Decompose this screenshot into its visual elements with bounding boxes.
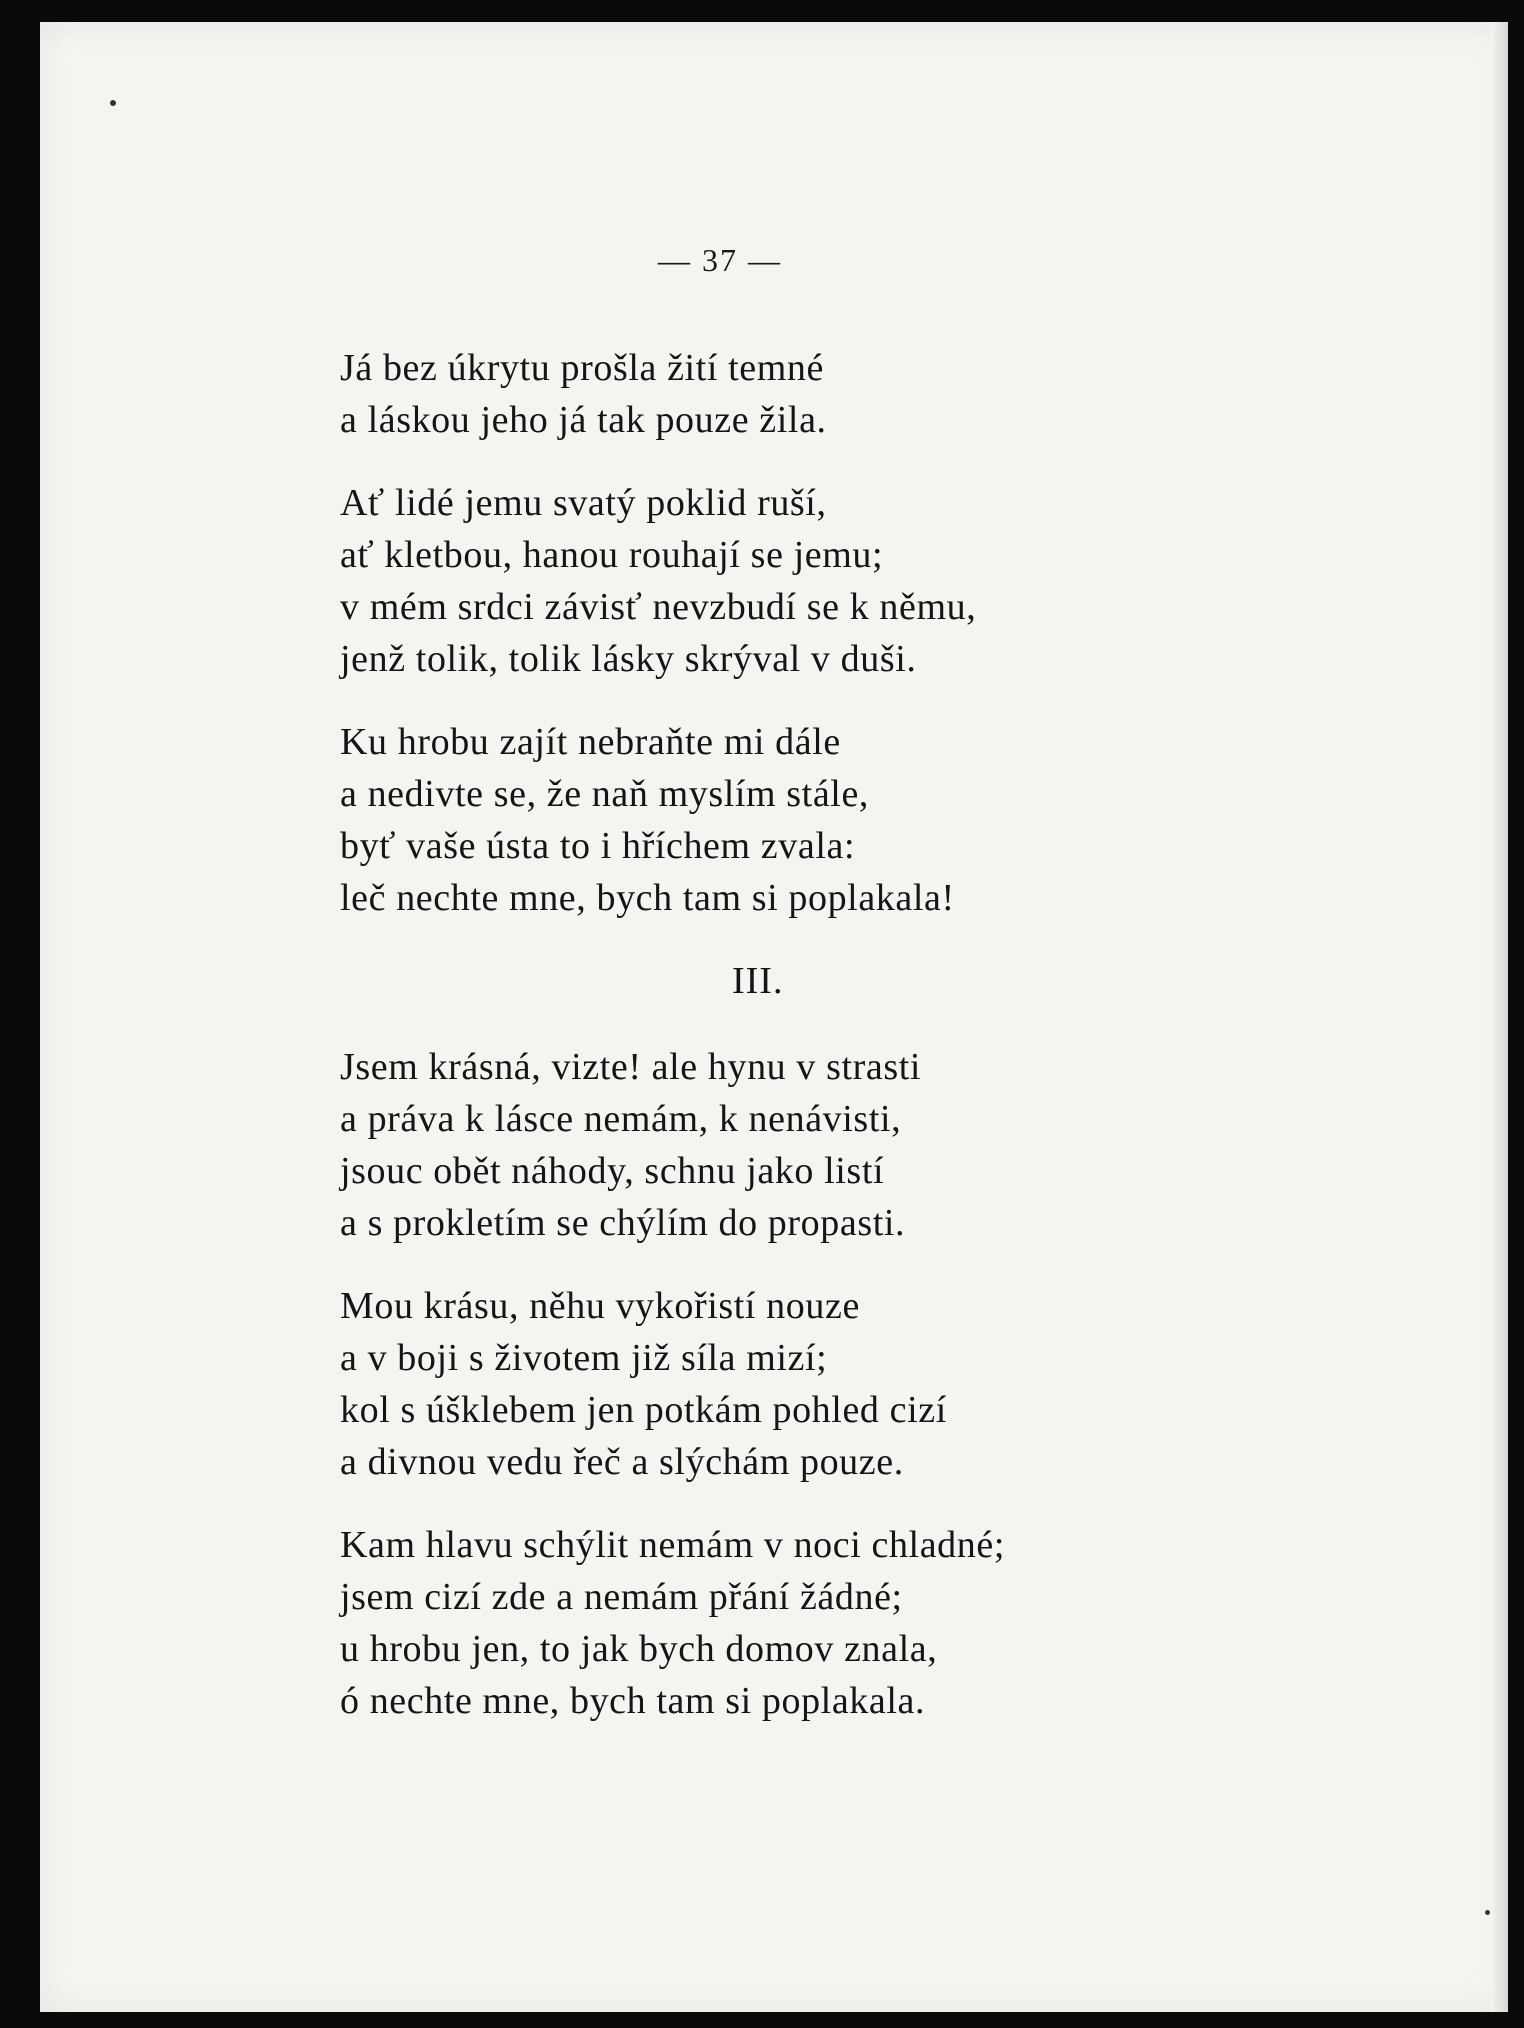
poem-line: ať kletbou, hanou rouhají se jemu; xyxy=(340,534,884,576)
poem-line: Ku hrobu zajít nebraňte mi dále xyxy=(340,721,841,763)
dust-speck xyxy=(110,100,116,106)
page-number: — 37 — xyxy=(658,242,782,278)
poem-line: byť vaše ústa to i hříchem zvala: xyxy=(340,825,856,867)
poem-line: a s prokletím se chýlím do propasti. xyxy=(340,1202,906,1244)
poem-line: jenž tolik, tolik lásky skrýval v duši. xyxy=(340,638,917,680)
poem-line: Mou krásu, něhu vykořistí nouze xyxy=(340,1285,860,1327)
stanza xyxy=(340,1280,1280,1488)
stanza xyxy=(340,1041,1280,1249)
poem-line: a v boji s životem již síla mizí; xyxy=(340,1337,828,1379)
poem-line: a divnou vedu řeč a slýchám pouze. xyxy=(340,1441,904,1483)
poem-line: Jsem krásná, vizte! ale hynu v strasti xyxy=(340,1046,922,1088)
poem-line: Já bez úkrytu prošla žití temné xyxy=(340,347,824,389)
dust-speck xyxy=(1485,1910,1490,1915)
poem-line: leč nechte mne, bych tam si poplakala! xyxy=(340,877,955,919)
poem-line: Ať lidé jemu svatý poklid ruší, xyxy=(340,482,827,524)
section-heading: III. xyxy=(732,960,784,1002)
poem-text xyxy=(340,342,1280,1758)
stanza xyxy=(340,342,1280,446)
page-edge-shadow xyxy=(1490,22,1508,2012)
poem-line: v mém srdci závisť nevzbudí se k němu, xyxy=(340,586,977,628)
poem-line: kol s úšklebem jen potkám pohled cizí xyxy=(340,1389,947,1431)
poem-line: a nedivte se, že naň myslím stále, xyxy=(340,773,870,815)
stanza xyxy=(340,477,1280,685)
stanza xyxy=(340,1519,1280,1727)
stanza xyxy=(340,716,1280,924)
poem-line: a práva k lásce nemám, k nenávisti, xyxy=(340,1098,902,1140)
poem-line: jsouc obět náhody, schnu jako listí xyxy=(340,1150,885,1192)
poem-line: a láskou jeho já tak pouze žila. xyxy=(340,399,827,441)
poem-line: u hrobu jen, to jak bych domov znala, xyxy=(340,1628,938,1670)
poem-line: ó nechte mne, bych tam si poplakala. xyxy=(340,1680,926,1722)
book-page xyxy=(40,22,1508,2012)
poem-line: Kam hlavu schýlit nemám v noci chladné; xyxy=(340,1524,1006,1566)
poem-line: jsem cizí zde a nemám přání žádné; xyxy=(340,1576,903,1618)
